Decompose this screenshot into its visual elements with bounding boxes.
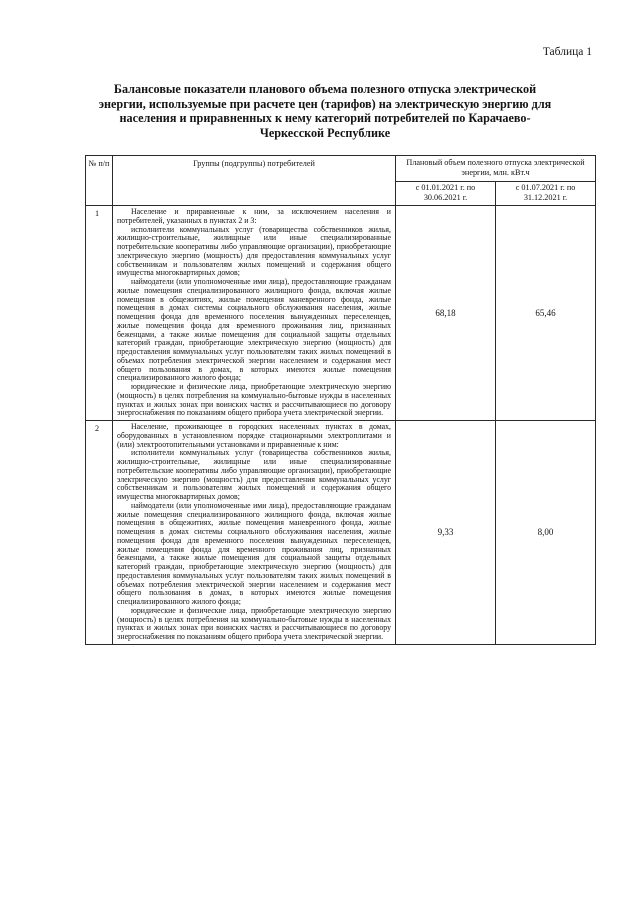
header-num: № п/п <box>86 156 113 206</box>
row-paragraph: исполнители коммунальных услуг (товарищества собственников жилья, жилищно-строительные, жилищные или иные специализированные потребительские кооперативы либо управляющие организации), приобретающие электрическую энергию (мощность) для предоставления коммунальных услуг собственникам и пользователям жилых помещений и содержания общего имущества многоквартирных домов; <box>117 224 391 278</box>
row-value-period-1: 68,18 <box>396 206 496 421</box>
row-paragraph: Население и приравненные к ним, за исключением населения и потребителей, указанных в пунктах 2 и 3: <box>117 207 391 225</box>
row-paragraph: юридические и физические лица, приобретающие электрическую энергию (мощность) в целях потребления на коммунально-бытовые нужды в населенных пунктах и жилых зонах при воинских частях и рассчитывающиеся по договору энергоснабжения по показаниям общего прибора учета электрической энергии. <box>117 605 391 641</box>
row-value-period-2: 8,00 <box>496 421 596 645</box>
row-num: 1 <box>86 206 113 421</box>
header-period-1: с 01.01.2021 г. по 30.06.2021 г. <box>396 181 496 206</box>
header-period-2: с 01.07.2021 г. по 31.12.2021 г. <box>496 181 596 206</box>
document-title: Балансовые показатели планового объема полезного отпуска электрической энергии, используемые при расчете цен (тарифов) на электрическую энергию для населения и приравненных к нему категорий потребителей по Карачаево-Черкесской Республике <box>98 82 552 140</box>
row-paragraph: Население, проживающее в городских населенных пунктах в домах, оборудованных в установленном порядке стационарными электроплитами и (или) электроотопительными установками и приравненные к ним: <box>117 422 391 449</box>
row-paragraph: наймодатели (или уполномоченные ими лица), предоставляющие гражданам жилые помещения специализированного жилищного фонда, включая жилые помещения в общежитиях, жилые помещения маневренного фонда, жилые помещения в домах системы социального обслуживания населения, жилые помещения фонда для временного поселения вынужденных переселенцев, жилые помещения фонда для временного проживания лиц, признанных беженцами, а также жилые помещения для социальной защиты отдельных категорий граждан, приобретающие электрическую энергию (мощность) для предоставления коммунальных услуг пользователям таких жилых помещений в объемах потребления электрической энергии населением и содержания мест общего пользования в домах, в которых имеются жилые помещения специализированного жилого фонда; <box>117 500 391 606</box>
header-row <box>86 156 596 182</box>
row-paragraph: исполнители коммунальных услуг (товарищества собственников жилья, жилищно-строительные, жилищные или иные специализированные потребительские кооперативы либо управляющие организации), приобретающие электрическую энергию (мощность) для предоставления коммунальных услуг собственникам и пользователям жилых помещений и содержания общего имущества многоквартирных домов; <box>117 448 391 501</box>
table-row <box>86 206 596 421</box>
row-value-period-2: 65,46 <box>496 206 596 421</box>
row-value-period-1: 9,33 <box>396 421 496 645</box>
table-row <box>86 421 596 645</box>
row-num: 2 <box>86 421 113 645</box>
row-description <box>113 206 396 421</box>
table-label: Таблица 1 <box>542 46 592 58</box>
header-volume: Плановый объем полезного отпуска электрической энергии, млн. кВт.ч <box>396 156 596 182</box>
balance-table <box>85 155 596 645</box>
row-paragraph: наймодатели (или уполномоченные ими лица), предоставляющие гражданам жилые помещения специализированного жилищного фонда, включая жилые помещения в общежитиях, жилые помещения маневренного фонда, жилые помещения в домах системы социального обслуживания населения, жилые помещения фонда для временного поселения вынужденных переселенцев, жилые помещения фонда для временного проживания лиц, признанных беженцами, а также жилые помещения для социальной защиты отдельных категорий граждан, приобретающие электрическую энергию (мощность) для предоставления коммунальных услуг пользователям таких жилых помещений в объемах потребления электрической энергии населением и содержания мест общего пользования в домах, в которых имеются жилые помещения специализированного жилого фонда; <box>117 277 391 383</box>
header-groups: Группы (подгруппы) потребителей <box>113 156 396 206</box>
row-paragraph: юридические и физические лица, приобретающие электрическую энергию (мощность) в целях потребления на коммунально-бытовые нужды в населенных пунктах и жилых зонах при воинских частях и рассчитывающиеся по договору энергоснабжения по показаниям общего прибора учета электрической энергии. <box>117 382 391 418</box>
row-description <box>113 421 396 645</box>
